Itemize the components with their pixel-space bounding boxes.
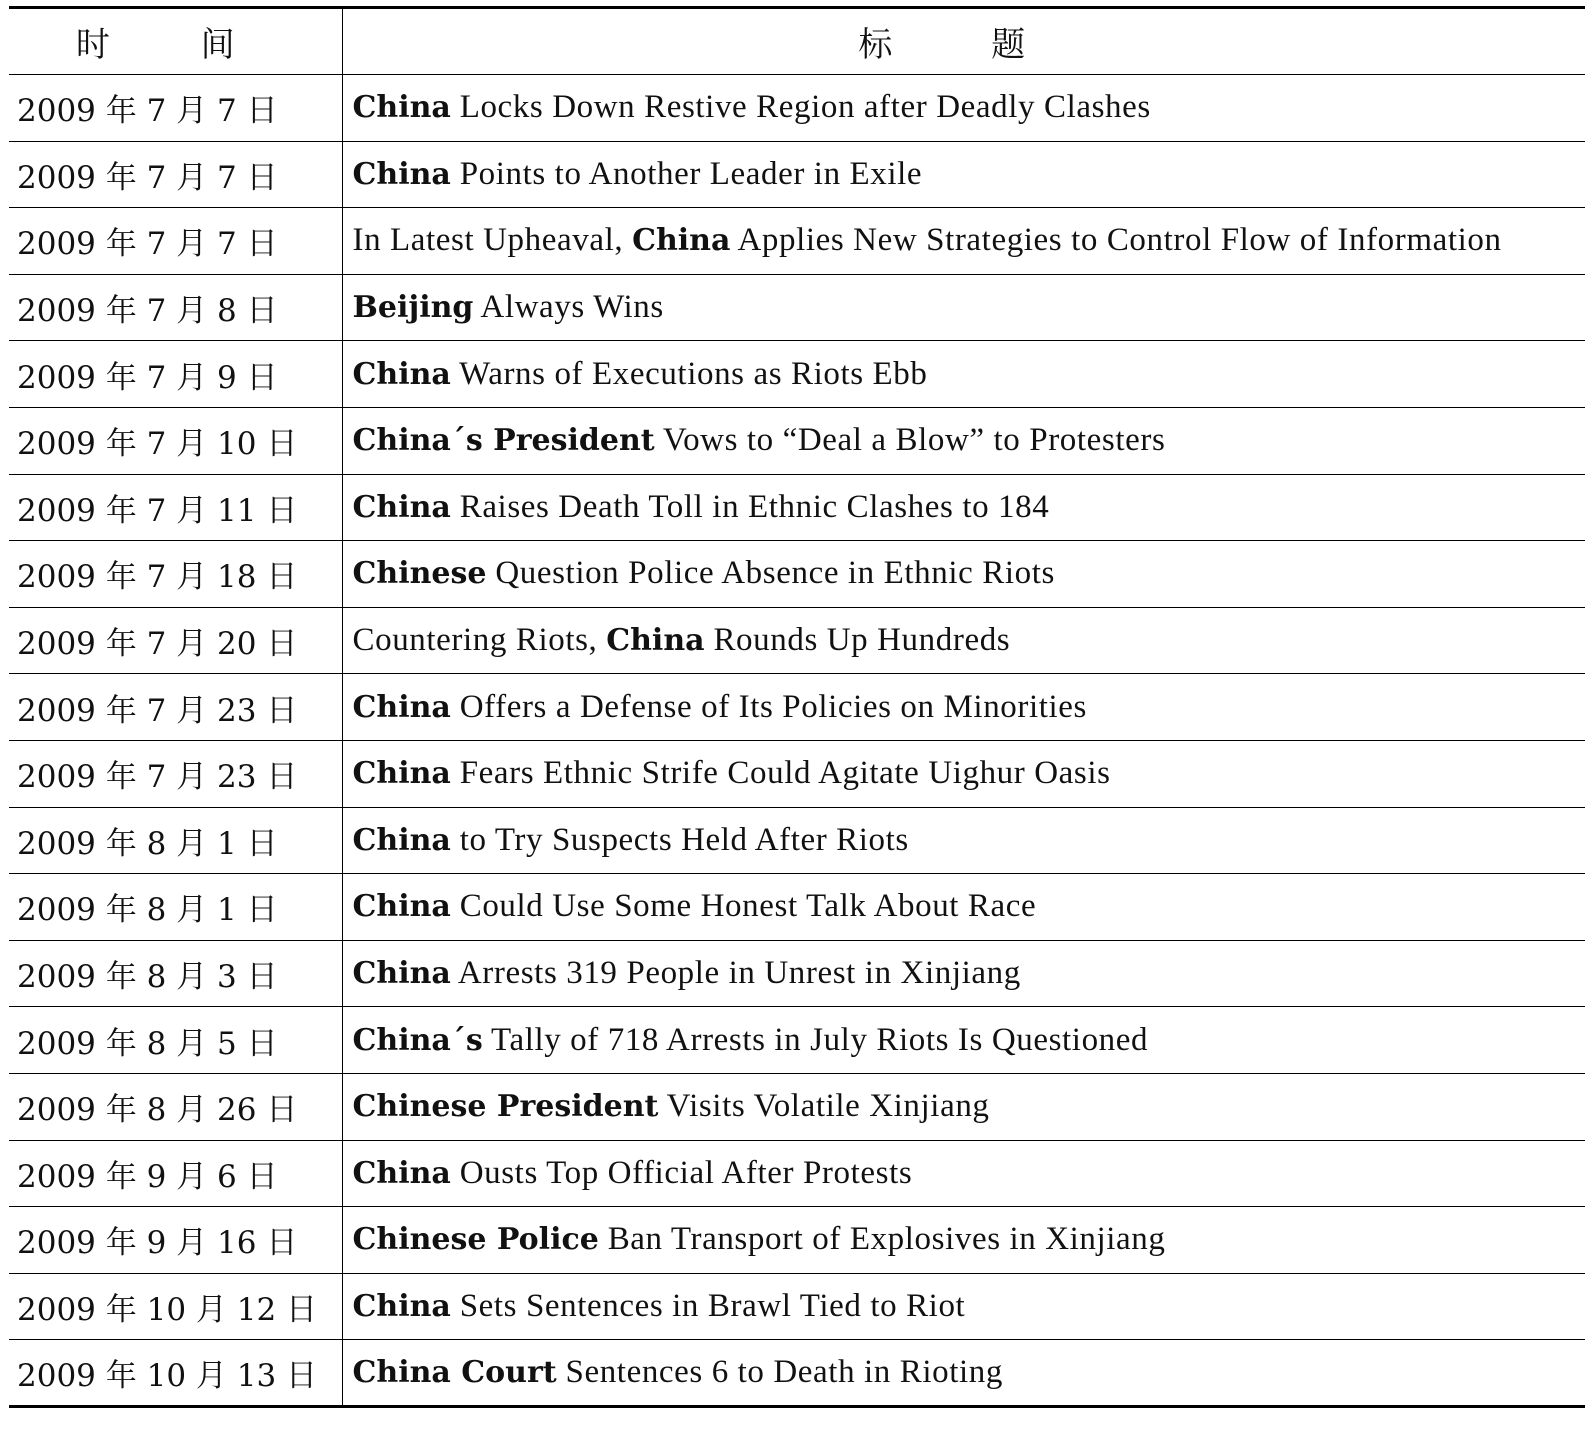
- headline-cell: [342, 541, 1585, 608]
- headline-table-container: [9, 6, 1585, 1408]
- date-cell: 2009 年 10 月 12 日: [9, 1273, 342, 1340]
- date-cell: 2009 年 8 月 5 日: [9, 1007, 342, 1074]
- table-row: [9, 1140, 1585, 1207]
- headline-cell: [342, 274, 1585, 341]
- table-row: [9, 1007, 1585, 1074]
- table-row: [9, 607, 1585, 674]
- headline-text: Could Use Some Honest Talk About Race: [459, 888, 1037, 925]
- table-body: [9, 75, 1585, 1407]
- date-cell: 2009 年 7 月 9 日: [9, 341, 342, 408]
- headline-cell: [342, 208, 1585, 275]
- date-cell: 2009 年 7 月 10 日: [9, 407, 342, 474]
- table-row: [9, 274, 1585, 341]
- headline-text: Always Wins: [480, 289, 664, 326]
- headline-keyword: China: [352, 1155, 451, 1191]
- headline-cell: [342, 474, 1585, 541]
- table-row: [9, 674, 1585, 741]
- headline-keyword: China: [352, 156, 451, 192]
- headline-keyword: China´s: [352, 1022, 483, 1058]
- column-header-date: 时 间: [9, 8, 342, 75]
- headline-keyword: China: [352, 889, 451, 925]
- column-header-title: 标 题: [342, 8, 1585, 75]
- headline-cell: [342, 141, 1585, 208]
- headline-cell: [342, 1207, 1585, 1274]
- headline-keyword: Chinese Police: [352, 1222, 599, 1258]
- headline-text: Visits Volatile Xinjiang: [666, 1088, 990, 1125]
- date-cell: 2009 年 7 月 7 日: [9, 141, 342, 208]
- headline-cell: [342, 1273, 1585, 1340]
- headline-cell: [342, 1340, 1585, 1407]
- headline-text: Ban Transport of Explosives in Xinjiang: [607, 1221, 1166, 1258]
- headline-prefix: Countering Riots,: [352, 622, 598, 659]
- headline-text: Ousts Top Official After Protests: [459, 1154, 913, 1191]
- table-header-row: [9, 8, 1585, 75]
- headline-prefix: In Latest Upheaval,: [352, 222, 624, 259]
- table-row: [9, 208, 1585, 275]
- date-cell: 2009 年 7 月 11 日: [9, 474, 342, 541]
- headline-keyword: China: [352, 90, 451, 126]
- headline-cell: [342, 674, 1585, 741]
- date-cell: 2009 年 8 月 1 日: [9, 807, 342, 874]
- table-row: [9, 341, 1585, 408]
- headline-text: Raises Death Toll in Ethnic Clashes to 184: [459, 488, 1050, 525]
- headline-text: Locks Down Restive Region after Deadly Clashes: [459, 89, 1151, 126]
- headline-keyword: China: [352, 1288, 451, 1324]
- date-cell: 2009 年 9 月 6 日: [9, 1140, 342, 1207]
- headline-text: Fears Ethnic Strife Could Agitate Uighur Oasis: [459, 755, 1111, 792]
- headline-keyword: China: [606, 623, 705, 659]
- headline-keyword: China: [352, 489, 451, 525]
- table-row: [9, 75, 1585, 142]
- headline-keyword: China: [352, 689, 451, 725]
- table-row: [9, 474, 1585, 541]
- headline-text: Tally of 718 Arrests in July Riots Is Questioned: [491, 1021, 1149, 1058]
- headline-text: to Try Suspects Held After Riots: [459, 821, 909, 858]
- headline-keyword: Chinese: [352, 556, 487, 592]
- date-cell: 2009 年 7 月 20 日: [9, 607, 342, 674]
- headline-cell: [342, 940, 1585, 1007]
- date-cell: 2009 年 7 月 23 日: [9, 740, 342, 807]
- headline-keyword: China: [352, 356, 451, 392]
- headline-cell: [342, 607, 1585, 674]
- headline-cell: [342, 740, 1585, 807]
- table-row: [9, 1073, 1585, 1140]
- date-cell: 2009 年 8 月 26 日: [9, 1073, 342, 1140]
- table-row: [9, 141, 1585, 208]
- table-row: [9, 874, 1585, 941]
- headline-text: Arrests 319 People in Unrest in Xinjiang: [457, 955, 1021, 992]
- table-row: [9, 541, 1585, 608]
- headline-cell: [342, 1140, 1585, 1207]
- date-cell: 2009 年 7 月 7 日: [9, 75, 342, 142]
- headline-cell: [342, 75, 1585, 142]
- headline-text: Points to Another Leader in Exile: [459, 155, 923, 192]
- date-cell: 2009 年 7 月 7 日: [9, 208, 342, 275]
- date-cell: 2009 年 7 月 8 日: [9, 274, 342, 341]
- date-cell: 2009 年 7 月 18 日: [9, 541, 342, 608]
- headline-keyword: Beijing: [352, 290, 474, 326]
- headline-keyword: China Court: [352, 1355, 557, 1391]
- date-cell: 2009 年 7 月 23 日: [9, 674, 342, 741]
- date-cell: 2009 年 8 月 3 日: [9, 940, 342, 1007]
- headline-text: Applies New Strategies to Control Flow of Information: [737, 222, 1502, 259]
- headline-cell: [342, 1073, 1585, 1140]
- headline-text: Question Police Absence in Ethnic Riots: [495, 555, 1055, 592]
- headline-text: Vows to “Deal a Blow” to Protesters: [662, 422, 1166, 459]
- table-row: [9, 940, 1585, 1007]
- headline-cell: [342, 874, 1585, 941]
- date-cell: 2009 年 8 月 1 日: [9, 874, 342, 941]
- headline-keyword: China: [352, 956, 451, 992]
- table-row: [9, 407, 1585, 474]
- date-cell: 2009 年 9 月 16 日: [9, 1207, 342, 1274]
- date-cell: 2009 年 10 月 13 日: [9, 1340, 342, 1407]
- table-row: [9, 1273, 1585, 1340]
- table-row: [9, 740, 1585, 807]
- headline-keyword: China´s President: [352, 423, 655, 459]
- headline-cell: [342, 407, 1585, 474]
- headline-text: Offers a Defense of Its Policies on Minorities: [459, 688, 1087, 725]
- headline-table: [9, 6, 1585, 1408]
- table-row: [9, 1340, 1585, 1407]
- headline-keyword: China: [352, 756, 451, 792]
- table-row: [9, 807, 1585, 874]
- headline-cell: [342, 341, 1585, 408]
- headline-keyword: Chinese President: [352, 1089, 659, 1125]
- headline-cell: [342, 1007, 1585, 1074]
- headline-text: Rounds Up Hundreds: [713, 622, 1011, 659]
- headline-cell: [342, 807, 1585, 874]
- headline-keyword: China: [352, 822, 451, 858]
- headline-text: Sentences 6 to Death in Rioting: [565, 1354, 1003, 1391]
- headline-keyword: China: [632, 223, 731, 259]
- headline-text: Sets Sentences in Brawl Tied to Riot: [459, 1287, 966, 1324]
- headline-text: Warns of Executions as Riots Ebb: [459, 355, 928, 392]
- table-row: [9, 1207, 1585, 1274]
